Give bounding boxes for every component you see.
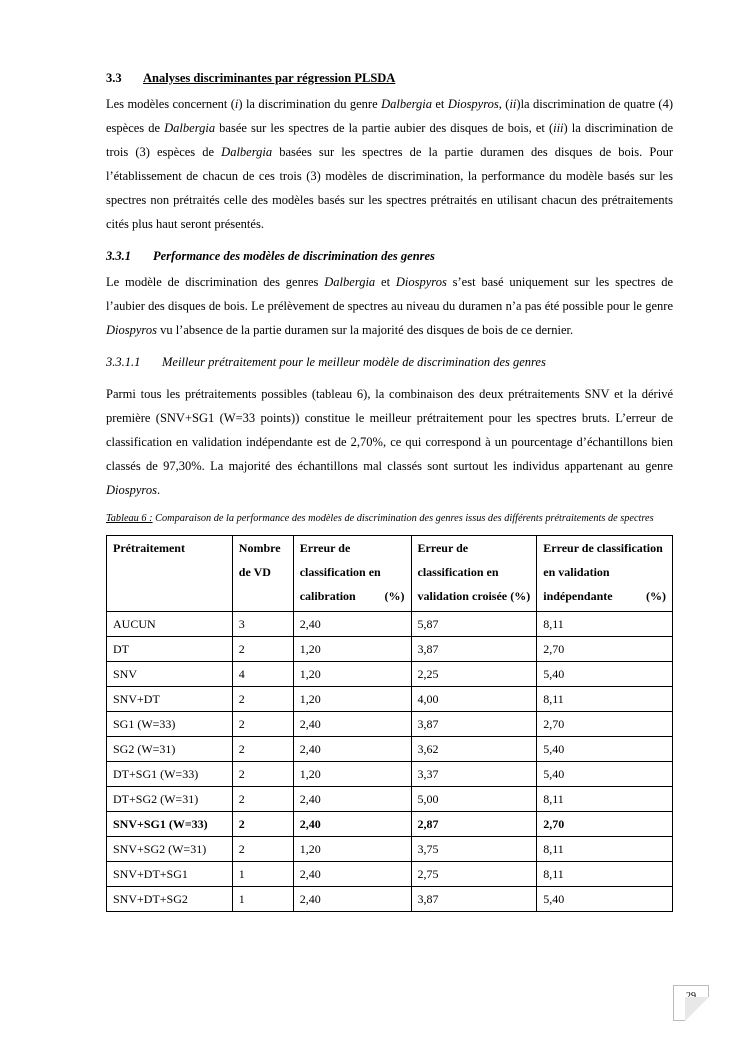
cell-pretraitement: SNV+SG1 (W=33) (107, 812, 233, 837)
header-erreur-calibration: Erreur de classification en calibration (%) (293, 536, 411, 612)
text-run: Le modèle de discrimination des genres (106, 275, 325, 289)
cell-pretraitement: SNV+DT+SG1 (107, 862, 233, 887)
cell-nombre-vd: 2 (232, 812, 293, 837)
cell-validation-independante: 8,11 (537, 862, 673, 887)
cell-validation-croisee: 3,37 (411, 762, 537, 787)
cell-validation-independante: 2,70 (537, 712, 673, 737)
cell-validation-croisee: 2,25 (411, 662, 537, 687)
table-header-row (107, 536, 673, 612)
cell-validation-croisee: 3,75 (411, 837, 537, 862)
cell-validation-independante: 2,70 (537, 812, 673, 837)
cell-pretraitement: DT (107, 637, 233, 662)
text-run: ) la discrimination du genre (238, 97, 382, 111)
table-row (107, 887, 673, 912)
cell-validation-croisee: 4,00 (411, 687, 537, 712)
cell-calibration: 2,40 (293, 737, 411, 762)
table-row (107, 662, 673, 687)
cell-validation-croisee: 2,75 (411, 862, 537, 887)
text-run: ) la discrimination de trois (3) espèces de (106, 121, 673, 159)
table-row (107, 762, 673, 787)
text-run: Les modèles concernent ( (106, 97, 235, 111)
table-row (107, 712, 673, 737)
cell-pretraitement: SNV+SG2 (W=31) (107, 837, 233, 862)
cell-calibration: 1,20 (293, 662, 411, 687)
text-run: s’est basé uniquement sur les spectres de l’aubier des disques de bois. Le prélèvement de spectres au niveau du duramen n’a pas été possible pour le genre (106, 275, 673, 313)
subsection-heading (106, 246, 673, 266)
cell-nombre-vd: 3 (232, 612, 293, 637)
cell-validation-croisee: 3,87 (411, 887, 537, 912)
cell-nombre-vd: 2 (232, 762, 293, 787)
cell-nombre-vd: 1 (232, 887, 293, 912)
cell-pretraitement: SG2 (W=31) (107, 737, 233, 762)
comparison-table (106, 535, 673, 912)
italic-term: Dalbergia (324, 275, 376, 289)
section-number: 3.3 (106, 71, 122, 85)
italic-term: Diospyros (447, 97, 499, 111)
cell-nombre-vd: 2 (232, 712, 293, 737)
text-run: basée sur les spectres de la partie aubier des disques de bois, et ( (215, 121, 554, 135)
table-row (107, 837, 673, 862)
cell-validation-independante: 8,11 (537, 687, 673, 712)
cell-calibration: 2,40 (293, 712, 411, 737)
cell-pretraitement: SG1 (W=33) (107, 712, 233, 737)
text-run: , ( (498, 97, 510, 111)
subsubsection-paragraph (106, 382, 673, 502)
text-run: vu l’absence de la partie duramen sur la majorité des disques de bois de ce dernier. (156, 323, 574, 337)
section-heading (106, 68, 673, 88)
cell-nombre-vd: 2 (232, 637, 293, 662)
cell-validation-independante: 5,40 (537, 762, 673, 787)
cell-calibration: 2,40 (293, 612, 411, 637)
cell-validation-independante: 5,40 (537, 662, 673, 687)
cell-pretraitement: AUCUN (107, 612, 233, 637)
subsection-paragraph (106, 270, 673, 342)
subsubsection-number: 3.3.1.1 (106, 355, 141, 369)
cell-validation-independante: 5,40 (537, 887, 673, 912)
italic-term: Diospyros (395, 275, 447, 289)
text-run: Parmi tous les prétraitements possibles (tableau 6), la combinaison des deux prétraitements SNV et la dérivé première (SNV+SG1 (W=33 points)) constitue le meilleur prétraitement pour les spectres bruts. L’erreur de classification en validation indépendante est de 2,70%, ce qui correspond à un pourcentage d’échantillons bien classés de 97,30%. La majorité des échantillons mal classés sont surtout les individus appartenant au genre (106, 387, 673, 473)
page-content (106, 68, 673, 912)
cell-validation-croisee: 3,62 (411, 737, 537, 762)
text-run: et (431, 97, 448, 111)
cell-nombre-vd: 2 (232, 787, 293, 812)
cell-calibration: 1,20 (293, 762, 411, 787)
cell-pretraitement: SNV+DT (107, 687, 233, 712)
cell-nombre-vd: 2 (232, 687, 293, 712)
cell-nombre-vd: 2 (232, 737, 293, 762)
table-row (107, 862, 673, 887)
cell-calibration: 1,20 (293, 837, 411, 862)
cell-pretraitement: SNV+DT+SG2 (107, 887, 233, 912)
header-erreur-validation-independante: Erreur de classification en validation indépendante (%) (537, 536, 673, 612)
italic-term: Diospyros (106, 483, 157, 497)
table-row (107, 687, 673, 712)
italic-term: Dalbergia (164, 121, 216, 135)
subsubsection-heading (106, 352, 673, 372)
cell-pretraitement: DT+SG2 (W=31) (107, 787, 233, 812)
table-row (107, 612, 673, 637)
italic-term: iii (553, 121, 564, 135)
table-row (107, 787, 673, 812)
cell-validation-independante: 5,40 (537, 737, 673, 762)
text-run: basées sur les spectres de la partie duramen des disques de bois. Pour l’établissement de chacun de ces trois (3) modèles de discrimination, la performance du modèle basés sur les spectres non prétraités celle des modèles basés sur les spectres prétraités en utilisant chacun des prétraitements cités plus haut seront présentés. (106, 145, 673, 231)
italic-term: Dalbergia (221, 145, 273, 159)
table-caption-text: Comparaison de la performance des modèles de discrimination des genres issus des différents prétraitements de spectres (152, 513, 654, 524)
cell-validation-croisee: 5,87 (411, 612, 537, 637)
subsection-title: Performance des modèles de discrimination des genres (153, 249, 435, 263)
cell-calibration: 2,40 (293, 887, 411, 912)
table-row (107, 737, 673, 762)
cell-calibration: 2,40 (293, 787, 411, 812)
italic-term: i (234, 97, 239, 111)
italic-term: ii (509, 97, 517, 111)
table-caption (106, 512, 673, 526)
cell-validation-croisee: 5,00 (411, 787, 537, 812)
cell-validation-croisee: 2,87 (411, 812, 537, 837)
cell-validation-independante: 8,11 (537, 837, 673, 862)
cell-pretraitement: SNV (107, 662, 233, 687)
cell-calibration: 2,40 (293, 862, 411, 887)
cell-validation-croisee: 3,87 (411, 637, 537, 662)
page-fold-corner (685, 997, 709, 1021)
table-caption-label: Tableau 6 : (106, 513, 153, 524)
header-erreur-validation-croisee: Erreur de classification en validation croisée (%) (411, 536, 537, 612)
header-nombre-vd: Nombre de VD (232, 536, 293, 612)
subsubsection-title: Meilleur prétraitement pour le meilleur modèle de discrimination des genres (162, 355, 546, 369)
cell-calibration: 1,20 (293, 687, 411, 712)
cell-validation-independante: 2,70 (537, 637, 673, 662)
subsection-number: 3.3.1 (106, 249, 131, 263)
cell-calibration: 1,20 (293, 637, 411, 662)
italic-term: Diospyros (106, 323, 157, 337)
italic-term: Dalbergia (381, 97, 432, 111)
table-row (107, 812, 673, 837)
cell-validation-independante: 8,11 (537, 612, 673, 637)
cell-pretraitement: DT+SG1 (W=33) (107, 762, 233, 787)
cell-validation-independante: 8,11 (537, 787, 673, 812)
table-row (107, 637, 673, 662)
cell-nombre-vd: 1 (232, 862, 293, 887)
text-run: . (156, 483, 161, 497)
section-title: Analyses discriminantes par régression PLSDA (143, 71, 396, 85)
cell-nombre-vd: 2 (232, 837, 293, 862)
cell-validation-croisee: 3,87 (411, 712, 537, 737)
cell-calibration: 2,40 (293, 812, 411, 837)
text-run: et (375, 275, 396, 289)
text-run: )la discrimination de quatre (4) espèces de (106, 97, 674, 135)
page-number-text: 29 (686, 991, 696, 1002)
header-pretraitement: Prétraitement (107, 536, 233, 612)
section-paragraph (106, 92, 673, 236)
page-number (673, 985, 709, 1021)
cell-nombre-vd: 4 (232, 662, 293, 687)
